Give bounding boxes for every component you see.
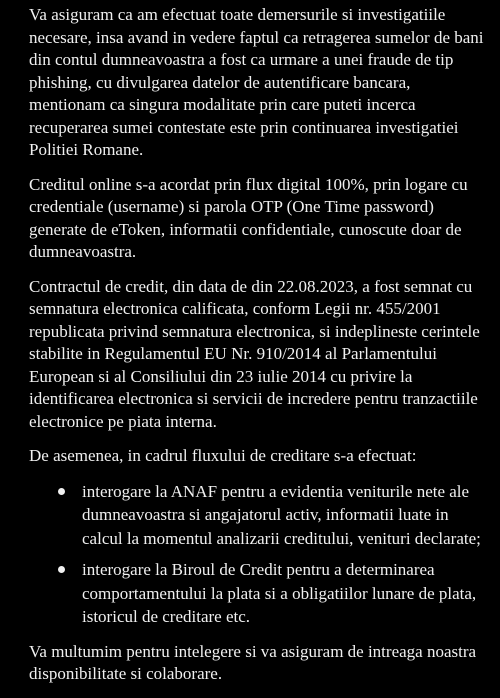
paragraph-phishing-notice: Va asiguram ca am efectuat toate demersurile si investigatiile necesare, insa avand in vedere faptul ca retragerea sumelor de bani din contul dumneavoastra a fost ca urmare a unei fraude de tip phishing, cu divulgarea datelor de autentificare bancara, mentionam ca singura modalitate prin care puteti incerca recuperarea sumei contestate este prin continuarea investigatiei Politiei Romane. — [29, 5, 484, 159]
bullet-icon — [58, 566, 65, 573]
message-body — [29, 4, 491, 698]
list-item-credit-bureau — [29, 558, 491, 629]
list-item-text: interogare la ANAF pentru a evidentia veniturile nete ale dumneavoastra si angajatorul activ, informatii luate in calcul la momentul analizarii creditului, venituri declarate; — [82, 481, 481, 548]
list-item-anaf — [29, 480, 491, 551]
paragraph-credit-contract: Contractul de credit, din data de din 22.08.2023, a fost semnat cu semnatura electronica calificata, conform Legii nr. 455/2001 republicata privind semnatura electronica, si indeplineste cerintele stabilite in Regulamentul EU Nr. 910/2014 al Parlamentului European si al Consiliului din 23 iulie 2014 cu privire la identificarea electronica si servicii de incredere pentru tranzactiile electronice pe piata interna. — [29, 276, 480, 431]
closing-paragraph: Va multumim pentru intelegere si va asiguram de intreaga noastra disponibilitate si colaborare. — [29, 641, 477, 683]
credit-checks-list — [29, 480, 491, 629]
bullet-icon — [58, 488, 65, 495]
list-intro: De asemenea, in cadrul fluxului de creditare s-a efectuat: — [29, 446, 417, 465]
paragraph-online-credit: Creditul online s-a acordat prin flux digital 100%, prin logare cu credentiale (username) si parola OTP (One Time password) generate de eToken, informatii confidentiale, cunoscute doar de dumneavoastra. — [29, 174, 468, 261]
list-item-text: interogare la Biroul de Credit pentru a determinarea comportamentului la plata si a obligatiilor lunare de plata, istoricul de creditare etc. — [82, 560, 477, 626]
